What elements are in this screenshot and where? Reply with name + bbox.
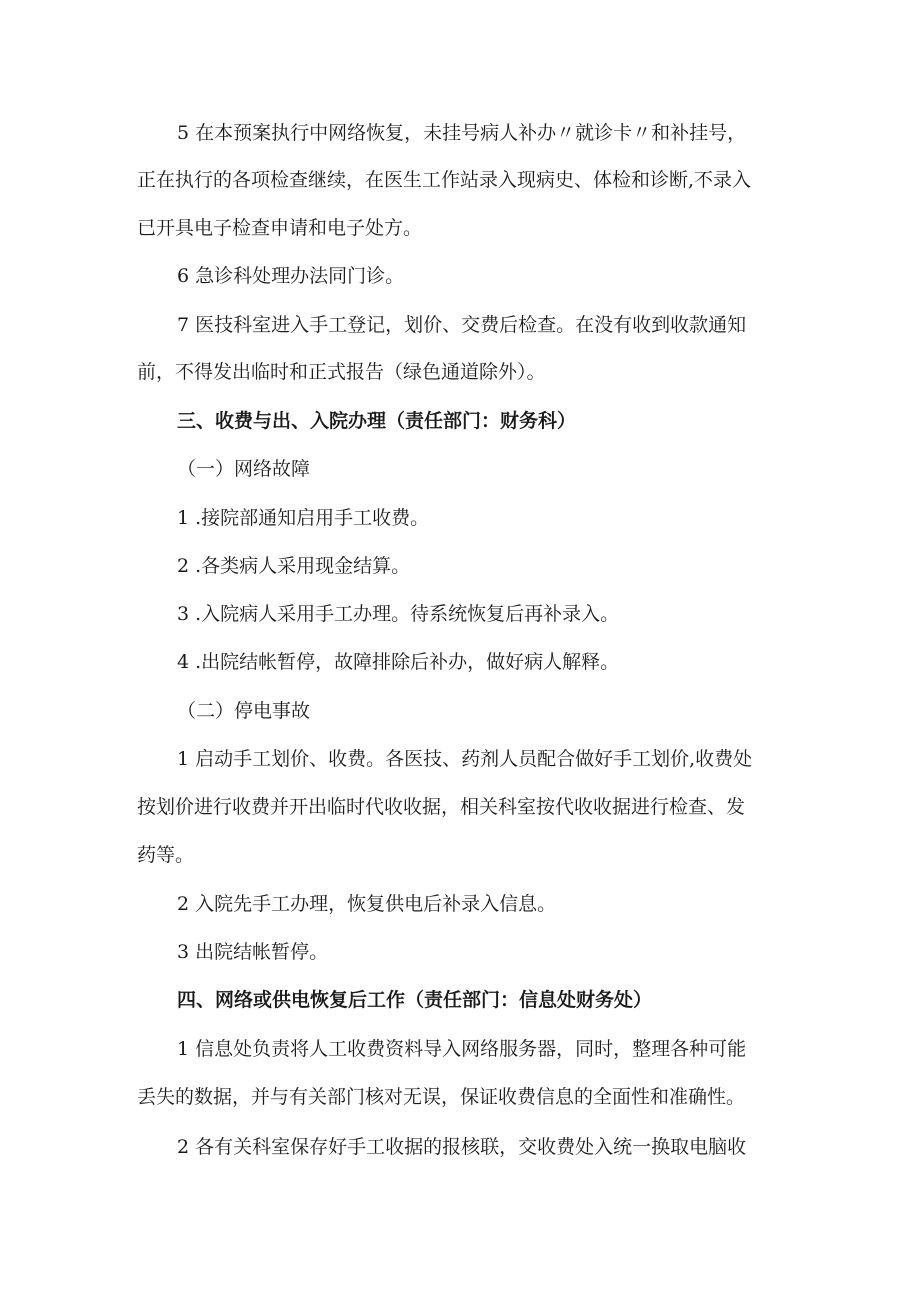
- section-3-heading: 三、收费与出、入院办理（责任部门：财务科）: [177, 410, 577, 432]
- subsection-network-failure: （一）网络故障: [177, 458, 311, 480]
- power-item-1-line-1: 1 启动手工划价、收费。各医技、药剂人员配合做好手工划价,收费处: [177, 748, 753, 770]
- network-item-3: 3 .入院病人采用手工办理。待系统恢复后再补录入。: [177, 603, 620, 625]
- power-item-2: 2 入院先手工办理，恢复供电后补录入信息。: [177, 893, 557, 915]
- recovery-item-2-line-1: 2 各有关科室保存好手工收据的报核联，交收费处入统一换取电脑收: [177, 1136, 747, 1158]
- subsection-power-outage: （二）停电事故: [177, 700, 311, 722]
- network-item-4: 4 .出院结帐暂停，故障排除后补办，做好病人解释。: [177, 651, 620, 673]
- paragraph-5-line-2: 正在执行的各项检查继续，在医生工作站录入现病史、体检和诊断,不录入: [137, 169, 752, 191]
- power-item-1-line-3: 药等。: [137, 844, 195, 866]
- power-item-1-line-2: 按划价进行收费并开出临时代收收据，相关科室按代收收据进行检查、发: [137, 796, 746, 818]
- section-4-heading: 四、网络或供电恢复后工作（责任部门：信息处财务处）: [177, 989, 653, 1011]
- paragraph-5-line-1: 5 在本预案执行中网络恢复，未挂号病人补办〃就诊卡〃和补挂号，: [177, 122, 747, 144]
- power-item-3: 3 出院结帐暂停。: [177, 941, 329, 963]
- network-item-1: 1 .接院部通知启用手工收费。: [177, 507, 430, 529]
- paragraph-7-line-2: 前，不得发出临时和正式报告（绿色通道除外）。: [137, 361, 546, 383]
- network-item-2: 2 .各类病人采用现金结算。: [177, 555, 411, 577]
- paragraph-6: 6 急诊科处理办法同门诊。: [177, 265, 405, 287]
- paragraph-7-line-1: 7 医技科室进入手工登记，划价、交费后检查。在没有收到收款通知: [177, 314, 747, 336]
- recovery-item-1-line-1: 1 信息处负责将人工收费资料导入网络服务器，同时，整理各种可能: [177, 1038, 747, 1060]
- paragraph-5-line-3: 已开具电子检查申请和电子处方。: [137, 217, 423, 239]
- recovery-item-1-line-2: 丢失的数据，并与有关部门核对无误，保证收费信息的全面性和准确性。: [137, 1086, 746, 1108]
